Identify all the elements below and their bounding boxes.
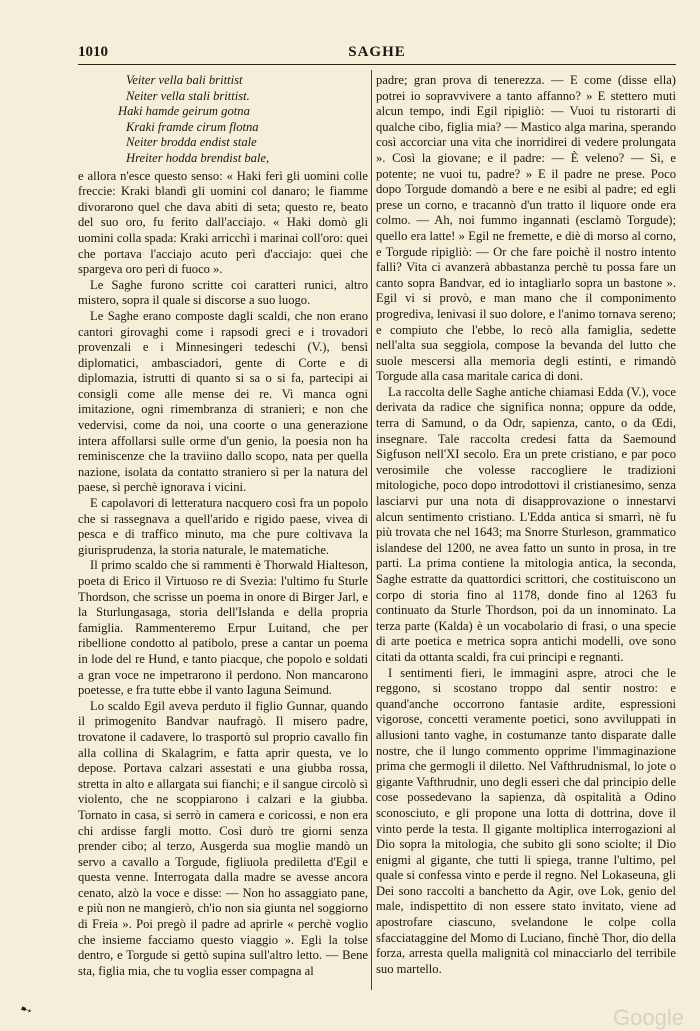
paragraph: Lo scaldo Egil aveva perduto il figlio Gunnar, quando il primogenito Bandvar naufragò. Il misero padre, trovatone il cadavere, lo trasportò sul proprio cavallo fin alla collina di Skalagrim, e fatta aprir questa, ve lo depose. Portava calzari assestati e una giubba rossa, stretta in alto e allargata sui fianchi; e il sangue circolò sì violento, che ne scoppiarono i calzari e la giubba. Tornato in casa, si serrò in camera e coricossi, e non era chi ardisse fargli motto. Così durò tre giorni senza prender cibo; al terzo, Ausgerda sua moglie mandò un servo a cavallo a Torgude, figliuola prediletta d'Egil e questa venne. Interrogata dalla madre se avesse ancora cenato, alzò la voce e disse: — Non ho assaggiato pane, e più non ne mangierò, ch'io non sia giunta nel soggiorno di Freia ». Poi pregò il padre ad aprirle « perchè voglio che insieme facciamo questo viaggio ». Egli la tolse dentro, e Torgude si gettò supina sull'altro letto. — Bene sta, figlia mia, che tu voglia esser compagna al xyxy=(78,698,368,978)
paragraph: Il primo scaldo che si rammenti è Thorwald Hialteson, poeta di Erico il Virtuoso re di Svezia: l'ultimo fu Sturle Thordson, che scrisse un poema in onore di Birger Jarl, e la Sturlungasaga, storia dell'Islanda e della propria famiglia. Rammenteremo Erpur Luitand, che per ribellione condotto al patibolo, prese a cantar un poema in lode del re Hund, e tanto piacque, che popolo e soldati a gran voce ne impetrarono il perdono. Non mancarono poetesse, e fra tutte ebbe il vanto Iaguna Seimund. xyxy=(78,558,368,698)
margin-arrow-icon: ➸ xyxy=(17,1001,34,1020)
paragraph: padre; gran prova di tenerezza. — E come (disse ella) potrei io sopravvivere a tanto affanno? » E stettero muti alcun tempo, indi Egil ripigliò: — Vuoi tu ristorarti di qualche cibo, figlia mia? — Mastico alga marina, sperando così accorciar una vita che inorridirei di vedere prolungata ». Così la giovane; e il padre: — È veleno? — Sì, e potente; ne vuoi tu, padre? » E il padre ne prese. Poco dopo Torgude domandò a bere e ne esibì al padre; ed egli prese un corno, e tracannò d'un tratto il liquore onde era colmo. — Ah, noi fummo ingannati (esclamò Torgude); quello era latte! » Egil ne fremette, e diè di morso al corno, e Torgude ripigliò: — Or che fare poichè il nostro intento fallì? Vita ci avanzerà abbastanza perchè tu possa fare un canto sopra Bandvar, ed io intagliarlo sopra un bastone ». Egil vi si provò, e man mano che il componimento progrediva, lenivasi il suo dolore, e l'animo tornava sereno; e compiuto che l'ebbe, lo recò alla famiglia, sedette nell'alta sua seggiola, compose la bevanda del lutto che suole mescersi alla memoria degli estinti, e rimandò Torgude alla casa maritale carica di doni. xyxy=(376,73,676,384)
running-title: SAGHE xyxy=(348,44,406,60)
paragraph: Le Saghe erano composte dagli scaldi, che non erano cantori girovaghi come i rapsodi greci e i trovadori provenzali e i Minnesingeri tedeschi (V.), bensì diplomatici, ambasciadori, gente di Corte e di diplomazia, istrutti di quanto si sa o si fa, partecipi ai consigli come alle mense dei re. Vi manca ogni imitazione, ogni rimembranza di stranieri; e non che vedervisi, come da noi, una coorte o una generazione intera affollarsi sulle orme d'un genio, la poesia non ha reminiscenze che la traviino dallo scopo, nata per quella nazione, isolata da contatto straniero sì per la natura del paese, sì perchè ignorava i vicini. xyxy=(78,308,368,495)
verse-line: Kraki framde cirum flotna xyxy=(126,119,259,134)
verse-line: Neiter brodda endist stale xyxy=(126,135,257,150)
verse-line: Neiter vella stali brittist. xyxy=(126,88,250,103)
paragraph: I sentimenti fieri, le immagini aspre, atroci che le reggono, si scostano troppo dal sentir nostro: e quand'anche occorrono fantasie ardite, espressioni vigorose, concetti veramente poetici, sono avviluppati in allusioni tanto vaghe, in costumanze tanto disparate dalle nostre, che il lungo commento opprime l'immaginazione prima che germogli il diletto. Nel Vafthrudnismal, lo jote o gigante Vafthrudnir, uno degli esseri che dal principio delle cose possedevano la sapienza, dà ospitalità a Odino sconosciuto, e gli propone una lotta di dottrina, dove il vinto perde la testa. Il gigante moltiplica interrogazioni al Dio sopra la mitologia, che subito gli sono sciolte; il Dio enigmi al gigante, che tutti li spiega, tranne l'ultimo, pel quale si confessa vinto e perde il regno. Nel Lokaseuna, gli Dei sono raccolti a banchetto da Agir, ove Lok, genio del male, indispettito di non essere stato invitato, viene ad apostrofare ciascuno, svelandone le colpe colla sfacciataggine del Momo di Luciano, finchè Thor, dio della forza, arresta quella malignità col minacciarlo del terribile suo martello. xyxy=(376,665,676,976)
left-column xyxy=(78,73,368,979)
verse-line: Hreiter hodda brendist bale, xyxy=(126,150,270,165)
watermark: Google xyxy=(613,1005,684,1030)
column-divider xyxy=(371,70,372,990)
paragraph: Le Saghe furono scritte coi caratteri runici, altro mistero, sopra il quale si discorse a suo luogo. xyxy=(78,277,368,308)
page-number: 1010 xyxy=(78,44,108,60)
right-column xyxy=(376,73,676,977)
page-header xyxy=(78,44,676,65)
verse-line: Haki hamde geirum gotna xyxy=(118,104,250,119)
paragraph: La raccolta delle Saghe antiche chiamasi Edda (V.), voce derivata da radice che significa nonna; oppure da odde, terra di Samund, o da Odr, sapienza, canto, o da Œdi, insegnare. Tale raccolta credesi fatta da Saemound Sigfuson nell'XI secolo. Era un prete cristiano, e par poco verosimile che volesse raccogliere le tradizioni mitologiche, poco dopo introdottovi il cristianesimo, senza lasciarvi pur una nota di disapprovazione o innestarvi alcun sentimento cristiano. L'Edda antica si smarrì, nè fu più trovata che nel 1643; ma Snorre Sturleson, grammatico islandese del 1200, ne avea fatto un sunto in prosa, in tre parti. La prima contiene la mitologia antica, la seconda, Saghe estratte da quattordici scrittori, che costituiscono un corpo di storia fino al 1178, donde fino al 1263 fu continuato da Sturle Thordson, poi da un innominato. La terza parte (Kalda) è un vocabolario di frasi, o una specie di arte poetica e metrica sopra antichi modelli, ove sono citati da ottanta scaldi, fra cui principi e regnanti. xyxy=(376,384,676,664)
verse-block xyxy=(118,73,368,167)
paragraph: e allora n'esce questo senso: « Haki ferì gli uomini colle freccie: Kraki blandì gli uomini col danaro; le fiamme divorarono quel che dava abiti di seta; questo re, beato del suo oro, fu ferito dall'acciajo. « Haki domò gli uomini colla spada: Kraki arricchì i marinai coll'oro: quei che portava l'acciajo acuto perì d'acciajo: quei che spargeva oro perì di fuoco ». xyxy=(78,168,368,277)
paragraph: E capolavori di letteratura nacquero così fra un popolo che si rassegnava a quell'arido e rigido paese, vivea di pesca e di traffico minuto, ma che pure coltivava la giurisprudenza, la storia naturale, le matematiche. xyxy=(78,496,368,557)
verse-line: Veiter vella bali brittist xyxy=(126,73,243,87)
